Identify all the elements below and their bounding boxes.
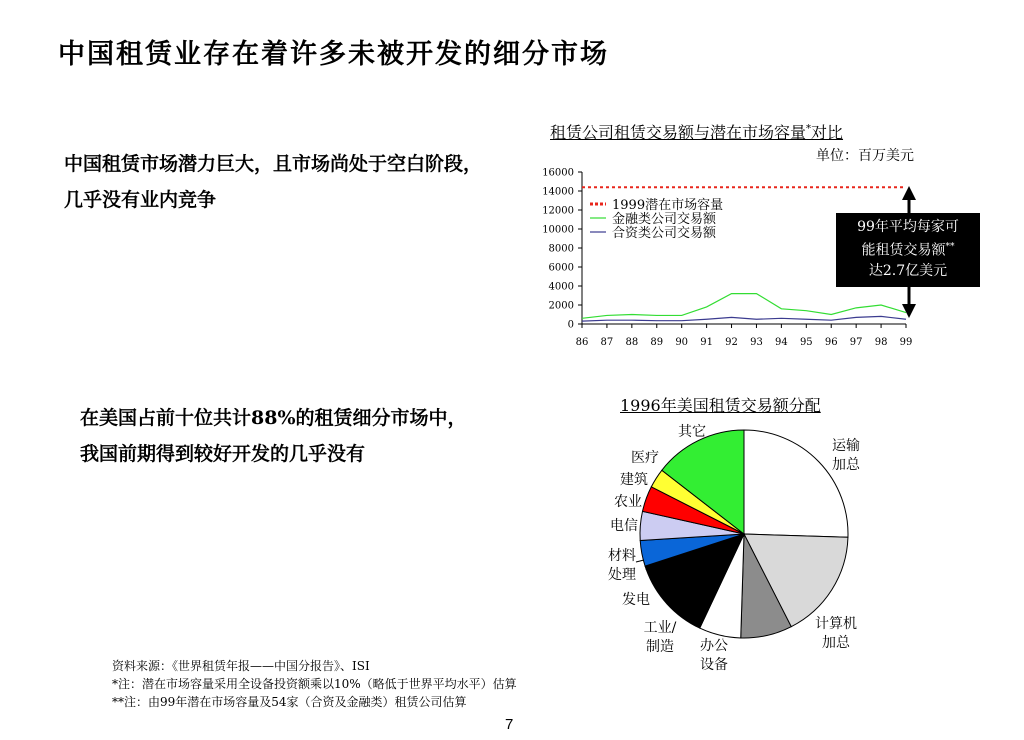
y-tick-label: 8000	[548, 243, 574, 255]
x-tick-label: 95	[799, 337, 813, 348]
line-chart-legend	[590, 197, 723, 241]
pie-label-2: 计算机加总	[815, 616, 857, 651]
x-tick-label: 96	[824, 337, 838, 348]
series-line-3	[582, 316, 906, 321]
note-2: **注：由99年潜在市场容量及54家（合资及金融类）租赁公司估算	[112, 695, 467, 709]
pie-label-8: 农业	[614, 494, 642, 510]
note-1: *注：潜在市场容量采用全设备投资额乘以10%（略低于世界平均水平）估算	[112, 677, 517, 691]
callout-line2-wrap	[836, 237, 980, 261]
x-tick-label: 98	[874, 337, 888, 348]
line-chart-title-text: 租赁公司租赁交易额与潜在市场容量	[550, 123, 807, 142]
pie-label-5: 发电	[622, 592, 650, 608]
callout-line2: 能租赁交易额	[861, 242, 946, 259]
page-number: 7	[505, 716, 514, 733]
point-market-potential: 中国租赁市场潜力巨大，且市场尚处于空白阶段，几乎没有业内竞争	[64, 153, 483, 211]
line-chart-title-suffix: 对比	[811, 123, 844, 142]
x-tick-label: 94	[775, 337, 788, 348]
pie-label-3: 办公设备	[700, 638, 728, 673]
y-tick-label: 10000	[542, 224, 574, 236]
page-title: 中国租赁业存在着许多未被开发的细分市场	[58, 39, 609, 70]
x-tick-label: 92	[725, 337, 738, 348]
legend-label-3: 合资类公司交易额	[612, 226, 717, 241]
line-chart-title-sup: *	[806, 123, 812, 135]
y-tick-label: 16000	[542, 167, 574, 179]
note-source: 资料来源：《世界租赁年报——中国分报告》、ISI	[112, 659, 370, 673]
pie-chart	[608, 424, 861, 673]
y-tick-label: 6000	[548, 262, 574, 274]
y-tick-label: 2000	[548, 300, 574, 312]
callout-line2-sup: **	[945, 242, 955, 252]
x-tick-label: 88	[625, 337, 639, 348]
x-tick-label: 89	[650, 337, 664, 348]
pie-label-1: 运输加总	[832, 438, 860, 473]
x-tick-label: 99	[899, 337, 913, 348]
x-tick-label: 91	[700, 337, 713, 348]
pie-leader-line	[636, 560, 644, 562]
series-line-2	[582, 294, 906, 319]
pie-label-4: 工业/制造	[643, 620, 677, 655]
line-chart-unit: 单位：百万美元	[816, 148, 914, 164]
callout-line3: 达2.7亿美元	[868, 262, 948, 279]
y-tick-label: 0	[567, 319, 574, 331]
legend-label-1: 1999潜在市场容量	[612, 198, 724, 213]
y-tick-label: 14000	[542, 186, 574, 198]
pie-label-9: 建筑	[620, 472, 648, 488]
legend-label-2: 金融类公司交易额	[612, 212, 717, 227]
pie-label-11: 其它	[678, 424, 706, 440]
footnotes	[112, 657, 517, 711]
pie-label-10: 医疗	[631, 450, 659, 466]
pie-label-7: 电信	[610, 518, 638, 534]
y-tick-label: 4000	[548, 281, 574, 293]
pie-chart-title: 1996年美国租赁交易额分配	[620, 396, 821, 415]
x-tick-label: 87	[600, 337, 614, 348]
x-tick-label: 90	[675, 337, 689, 348]
y-tick-label: 12000	[542, 205, 574, 217]
x-tick-label: 86	[575, 337, 589, 348]
callout-box	[836, 213, 980, 287]
pie-label-6: 材料处理	[608, 548, 636, 583]
x-tick-label: 97	[849, 337, 863, 348]
x-tick-label: 93	[750, 337, 763, 348]
callout-line1: 99年平均每家可	[857, 219, 959, 235]
point-us-segments: 在美国占前十位共计88%的租赁细分市场中，我国前期得到较好开发的几乎没有	[80, 407, 467, 465]
